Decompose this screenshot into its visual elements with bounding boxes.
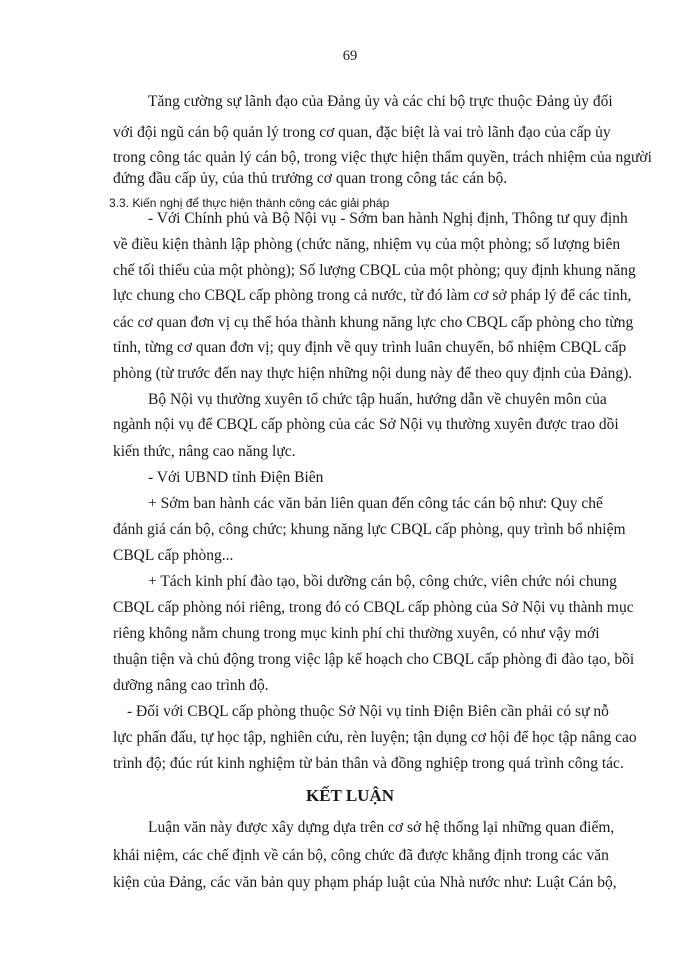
text-line: tỉnh, từng cơ quan đơn vị; quy định về quy trình luân chuyển, bổ nhiệm CBQL cấp xyxy=(113,339,627,356)
text-line: với đội ngũ cán bộ quản lý trong cơ quan, đặc biệt là vai trò lãnh đạo của cấp ủy xyxy=(113,124,611,141)
text-line: - Với Chính phủ và Bộ Nội vụ - Sớm ban hành Nghị định, Thông tư quy định xyxy=(148,210,628,227)
text-line: dưỡng nâng cao trình độ. xyxy=(113,677,269,694)
text-line: - Đối với CBQL cấp phòng thuộc Sở Nội vụ tỉnh Điện Biên cần phải có sự nỗ xyxy=(127,703,609,720)
text-line: CBQL cấp phòng... xyxy=(113,547,234,564)
text-line: đứng đầu cấp ủy, của thủ trưởng cơ quan trong công tác cán bộ. xyxy=(113,170,508,187)
text-line: CBQL cấp phòng nói riêng, trong đó có CBQL cấp phòng của Sở Nội vụ thành mục xyxy=(113,599,634,616)
text-line: lực phấn đấu, tự học tập, nghiên cứu, rèn luyện; tận dụng cơ hội để học tập nâng cao xyxy=(113,729,637,746)
text-line: riêng không nằm chung trong mục kinh phí chi thường xuyên, có như vậy mới xyxy=(113,625,600,642)
text-line: về điều kiện thành lập phòng (chức năng, nhiệm vụ của một phòng; số lượng biên xyxy=(113,236,621,253)
text-line: trình độ; đúc rút kinh nghiệm từ bản thân và đồng nghiệp trong quá trình công tác. xyxy=(113,755,624,772)
text-line: Bộ Nội vụ thường xuyên tổ chức tập huấn, hướng dẫn về chuyên môn của xyxy=(148,391,607,408)
text-line: trong công tác quản lý cán bộ, trong việc thực hiện thẩm quyền, trách nhiệm của người xyxy=(113,149,652,166)
text-line: phòng (từ trước đến nay thực hiện những nội dung này để theo quy định của Đảng). xyxy=(113,365,633,382)
text-line: kiến thức, nâng cao năng lực. xyxy=(113,443,296,460)
text-line: Luận văn này được xây dựng dựa trên cơ sở hệ thống lại những quan điểm, xyxy=(148,819,615,836)
text-line: kiện của Đảng, các văn bản quy phạm pháp luật của Nhà nước như: Luật Cán bộ, xyxy=(113,874,617,891)
text-line: ngành nội vụ để CBQL cấp phòng của các Sở Nội vụ thường xuyên được trao dồi xyxy=(113,416,619,433)
text-line: các cơ quan đơn vị cụ thể hóa thành khung năng lực cho CBQL cấp phòng cho từng xyxy=(113,314,634,331)
section-heading: 3.3. Kiến nghị để thực hiện thành công các giải pháp xyxy=(109,196,390,210)
text-line: lực chung cho CBQL cấp phòng trong cả nước, từ đó làm cơ sở pháp lý để các tỉnh, xyxy=(113,287,632,304)
page-number: 69 xyxy=(342,48,358,64)
text-line: thuận tiện và chủ động trong việc lập kế hoạch cho CBQL cấp phòng đi đào tạo, bồi xyxy=(113,651,635,668)
text-line: + Tách kinh phí đào tạo, bồi dưỡng cán bộ, công chức, viên chức nói chung xyxy=(148,573,617,590)
text-line: đánh giá cán bộ, công chức; khung năng lực CBQL cấp phòng, quy trình bổ nhiệm xyxy=(113,521,626,538)
text-line: khái niệm, các chế định về cán bộ, công chức đã được khẳng định trong các văn xyxy=(113,847,609,864)
text-line: - Với UBND tỉnh Điện Biên xyxy=(148,469,324,486)
text-line: chế tối thiểu của một phòng); Số lượng CBQL của một phòng; quy định khung năng xyxy=(113,262,636,279)
conclusion-heading: KẾT LUẬN xyxy=(305,786,394,805)
text-line: + Sớm ban hành các văn bản liên quan đến công tác cán bộ như: Quy chế xyxy=(148,495,603,512)
text-line: Tăng cường sự lãnh đạo của Đảng ủy và các chi bộ trực thuộc Đảng ủy đối xyxy=(148,93,613,110)
